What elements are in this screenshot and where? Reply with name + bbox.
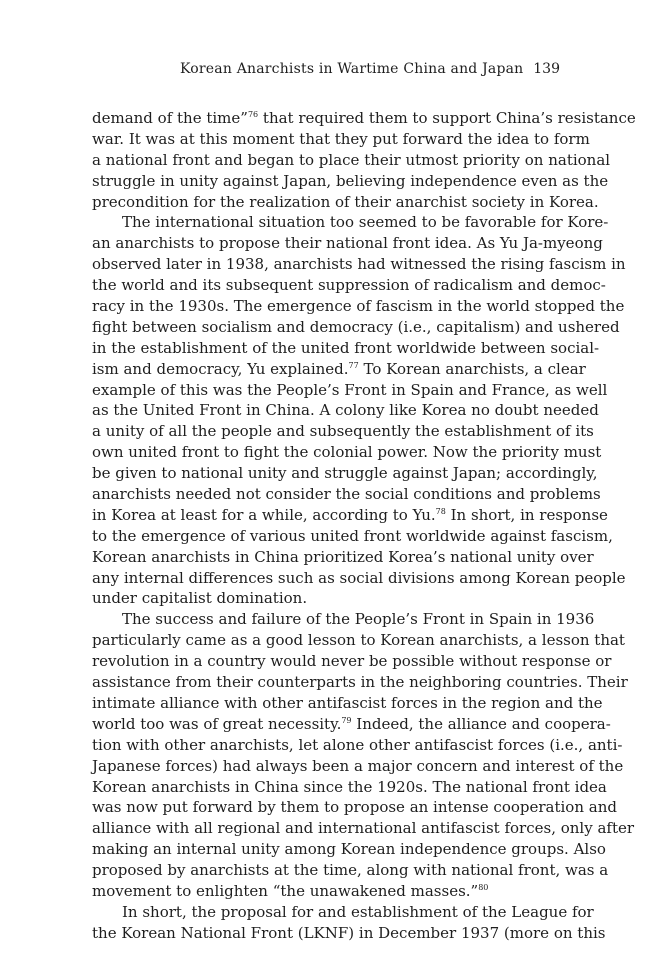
text-line (92, 609, 595, 630)
text-line (92, 588, 560, 609)
line-text: Korean anarchists in China prioritized Korea’s national unity over (92, 547, 594, 566)
line-text: precondition for the realization of their anarchist society in Korea. (92, 192, 599, 211)
footnote-marker: 76 (247, 110, 259, 119)
line-text: in Korea at least for a while, according to Yu. (92, 505, 436, 524)
text-line (92, 463, 598, 484)
text-line (92, 881, 560, 902)
line-text: fight between socialism and democracy (i.e., capitalism) and ushered (92, 317, 620, 336)
line-text: Korean anarchists in China since the 1920s. The national front idea (92, 777, 607, 796)
text-line (92, 735, 623, 756)
footnote-marker: 78 (435, 506, 446, 516)
text-line (92, 505, 608, 526)
line-text: example of this was the People’s Front in Spain and France, as well (92, 380, 608, 399)
line-text: an anarchists to propose their national front idea. As Yu Ja-myeong (92, 234, 603, 253)
text-line (92, 777, 607, 798)
text-line (92, 296, 625, 317)
text-line (92, 568, 626, 589)
line-text: observed later in 1938, anarchists had witnessed the rising fascism in (92, 255, 626, 274)
line-text: any internal differences such as social divisions among Korean people (92, 568, 626, 587)
line-text: The international situation too seemed to be favorable for Kore- (122, 213, 609, 232)
line-text: demand of the time” (92, 109, 248, 127)
text-line (92, 317, 620, 338)
running-header (92, 59, 560, 79)
text-line (92, 400, 599, 421)
line-text: making an internal unity among Korean independence groups. Also (92, 840, 606, 859)
text-line (92, 672, 628, 693)
line-text: Japanese forces) had always been a major concern and interest of the (92, 756, 624, 775)
line-text: In short, the proposal for and establishment of the League for (122, 902, 594, 921)
text-line (92, 254, 626, 275)
line-text-continued: To Korean anarchists, a clear (358, 359, 586, 378)
text-line (92, 359, 586, 380)
line-text: as the United Front in China. A colony like Korea no doubt needed (92, 401, 599, 420)
text-line (92, 630, 625, 651)
line-text: assistance from their counterparts in the neighboring countries. Their (92, 673, 628, 692)
text-line (92, 902, 594, 923)
line-text: movement to enlighten “the unawakened masses.” (92, 881, 479, 900)
line-text: proposed by anarchists at the time, along with national front, was a (92, 861, 609, 880)
line-text: the world and its subsequent suppression of radicalism and democ- (92, 276, 606, 295)
text-line (92, 860, 609, 881)
line-text: in the establishment of the united front worldwide between social- (92, 338, 600, 357)
line-text: own united front to fight the colonial power. Now the priority must (92, 443, 602, 462)
line-text: under capitalist domination. (92, 589, 308, 608)
line-text: to the emergence of various united front worldwide against fascism, (92, 526, 613, 545)
line-text: anarchists needed not consider the social conditions and problems (92, 485, 601, 504)
text-line (92, 129, 590, 150)
line-text: tion with other anarchists, let alone other antifascist forces (i.e., anti- (92, 735, 623, 754)
line-text: ism and democracy, Yu explained. (92, 359, 349, 378)
line-text: war. It was at this moment that they put forward the idea to form (92, 129, 590, 148)
text-line (92, 839, 606, 860)
text-line (92, 797, 617, 818)
footnote-marker: 77 (348, 360, 359, 370)
line-text: be given to national unity and struggle against Japan; accordingly, (92, 464, 598, 483)
line-text: intimate alliance with other antifascist forces in the region and the (92, 693, 603, 712)
text-line (92, 380, 608, 401)
text-line (92, 547, 594, 568)
text-line (92, 442, 602, 463)
text-line (92, 818, 635, 839)
line-text-continued: In short, in response (445, 505, 608, 524)
text-line (92, 651, 612, 672)
line-text: particularly came as a good lesson to Korean anarchists, a lesson that (92, 631, 625, 650)
text-line (92, 192, 599, 213)
text-line (92, 150, 611, 171)
line-text: a unity of all the people and subsequently the establishment of its (92, 422, 594, 441)
line-text: world too was of great necessity. (92, 714, 342, 733)
text-line (92, 923, 606, 944)
line-text: the Korean National Front (LKNF) in December 1937 (more on this (92, 923, 606, 942)
text-line (92, 421, 594, 442)
text-line (92, 693, 603, 714)
line-text: The success and failure of the People’s Front in Spain in 1936 (122, 610, 595, 629)
text-line (92, 212, 609, 233)
text-line (92, 108, 636, 129)
line-text: revolution in a country would never be possible without response or (92, 652, 612, 671)
line-text-continued: Indeed, the alliance and coopera- (351, 714, 611, 733)
line-text: was now put forward by them to propose an intense cooperation and (92, 798, 617, 817)
text-line (92, 714, 611, 735)
text-line (92, 171, 609, 192)
line-text: alliance with all regional and international antifascist forces, only after (92, 819, 635, 838)
footnote-marker: 79 (341, 715, 352, 725)
line-text-continued: that required them to support China’s resistance (258, 109, 636, 127)
text-line (92, 233, 603, 254)
text-line (92, 484, 601, 505)
body-text (92, 108, 636, 944)
line-text: a national front and began to place their utmost priority on national (92, 150, 611, 169)
line-text: struggle in unity against Japan, believing independence even as the (92, 171, 609, 190)
running-title: Korean Anarchists in Wartime China and Japan (180, 61, 524, 77)
footnote-marker: 80 (478, 882, 489, 892)
text-line (92, 526, 613, 547)
page-number: 139 (533, 61, 560, 77)
text-line (92, 338, 600, 359)
text-line (92, 275, 606, 296)
line-text: racy in the 1930s. The emergence of fascism in the world stopped the (92, 297, 625, 316)
text-line (92, 756, 624, 777)
